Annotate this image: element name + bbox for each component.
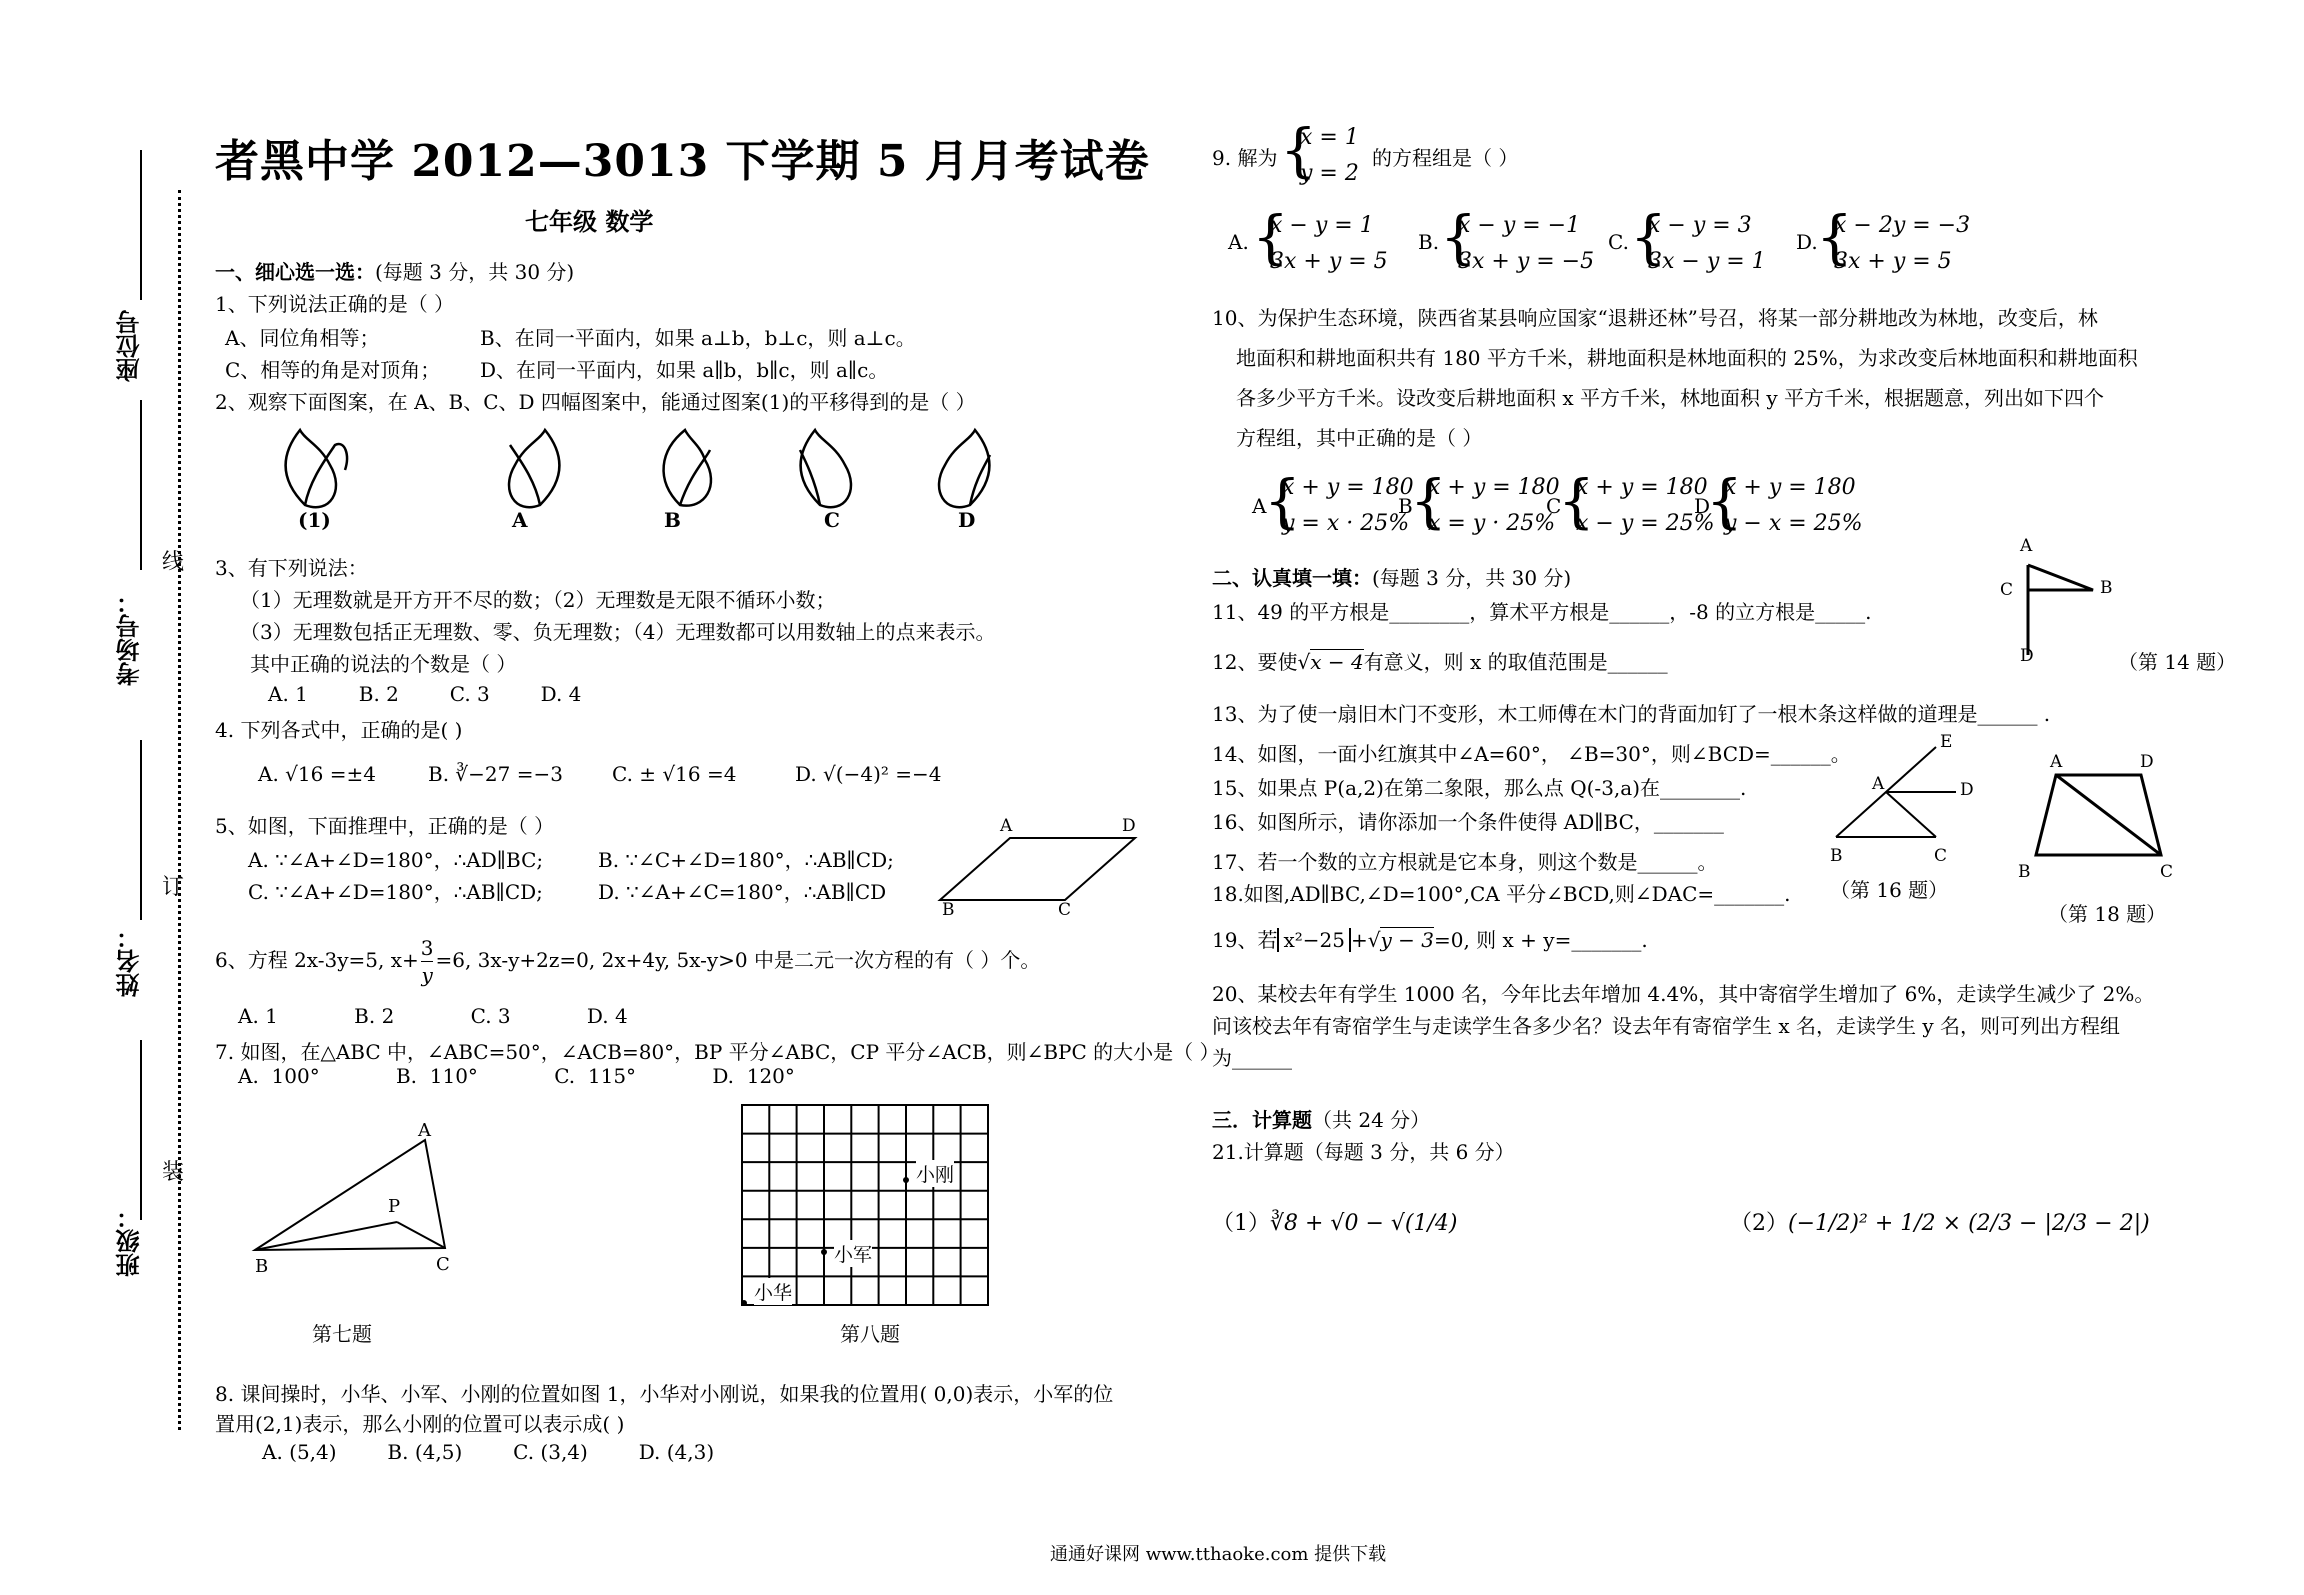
q15: 15、如果点 P(a,2)在第二象限，那么点 Q(-3,a)在________. bbox=[1212, 776, 1747, 800]
q10-b-brace: { bbox=[1410, 467, 1447, 535]
q5-option-c: C. ∵∠A+∠D=180°，∴AB∥CD; bbox=[248, 880, 543, 904]
q20-line3: 为______ bbox=[1212, 1046, 1292, 1070]
q1-stem: 1、下列说法正确的是（ ） bbox=[215, 292, 455, 316]
q9-option-b bbox=[1458, 208, 1594, 280]
q9-stem-b: 的方程组是（ ） bbox=[1372, 146, 1519, 170]
q10-option-d bbox=[1724, 470, 1863, 542]
q21-stem: 21.计算题（每题 3 分，共 6 分） bbox=[1212, 1140, 1515, 1164]
binding-char-line: 线 bbox=[162, 550, 185, 575]
q9-stem-a: 9. 解为 bbox=[1212, 146, 1278, 170]
q10-d-eq2: y − x = 25% bbox=[1724, 511, 1863, 536]
q9-solution-eq1: x = 1 bbox=[1300, 125, 1359, 150]
q10-c-eq1: x + y = 180 bbox=[1576, 475, 1708, 500]
q19-a: 19、若 bbox=[1212, 928, 1278, 952]
q2-stem: 2、观察下面图案，在 A、B、C、D 四幅图案中，能通过图案(1)的平移得到的是（ ） bbox=[215, 390, 976, 414]
q9-b-eq1: x − y = −1 bbox=[1458, 213, 1581, 238]
q5-stem: 5、如图，下面推理中，正确的是（ ） bbox=[215, 814, 555, 838]
binding-rule-3 bbox=[140, 740, 142, 920]
q4-stem: 4. 下列各式中，正确的是( ) bbox=[215, 718, 463, 742]
q9-option-d bbox=[1834, 208, 1970, 280]
q9-d-eq1: x − 2y = −3 bbox=[1834, 213, 1971, 238]
q9-option-d-label: D. bbox=[1796, 230, 1818, 254]
q10-option-d-label: D bbox=[1694, 494, 1711, 518]
q21-part2-label: （2） bbox=[1730, 1211, 1788, 1236]
q9-option-b-label: B. bbox=[1418, 230, 1440, 254]
q10-option-a-label: A bbox=[1252, 494, 1267, 518]
q9-solution-brace: { bbox=[1280, 116, 1317, 184]
q21-part2-expr: (−1/2)² + 1/2 × (2/3 − |2/3 − 2|) bbox=[1788, 1211, 2150, 1236]
q9-d-brace: { bbox=[1816, 203, 1853, 271]
q12-a: 12、要使 bbox=[1212, 650, 1298, 674]
q4-option-a: A. √16 =±4 bbox=[258, 762, 376, 786]
class-label: 班级： bbox=[115, 1205, 144, 1277]
q9-option-a-label: A. bbox=[1228, 230, 1249, 254]
q17: 17、若一个数的立方根就是它本身，则这个数是______。 bbox=[1212, 850, 1718, 874]
q2-label-c: C bbox=[824, 508, 840, 532]
q7-triangle bbox=[255, 1130, 465, 1270]
q6-stem bbox=[215, 935, 1040, 988]
q9-option-a bbox=[1270, 208, 1388, 280]
q1-option-d: D、在同一平面内，如果 a∥b，b∥c，则 a∥c。 bbox=[480, 358, 889, 382]
q5-option-a: A. ∵∠A+∠D=180°，∴AD∥BC; bbox=[248, 848, 544, 872]
q7-point-b: B bbox=[255, 1256, 269, 1277]
q9-c-eq1: x − y = 3 bbox=[1648, 213, 1752, 238]
q6-options: A. 1 B. 2 C. 3 D. 4 bbox=[238, 1004, 628, 1028]
q21-part1-label: （1） bbox=[1212, 1211, 1270, 1236]
section2-heading bbox=[1212, 562, 1571, 591]
binding-char-ding: 订 bbox=[162, 875, 185, 900]
q3-stem: 3、有下列说法： bbox=[215, 556, 368, 580]
fig16-point-c: C bbox=[1934, 846, 1948, 866]
fig14-point-d: D bbox=[2020, 646, 2034, 666]
q10-line4: 方程组，其中正确的是（ ） bbox=[1236, 426, 1483, 450]
q10-b-eq2: x = y · 25% bbox=[1428, 511, 1556, 536]
q12 bbox=[1212, 646, 1668, 675]
q1-option-a: A、同位角相等； bbox=[225, 326, 380, 350]
q9-a-eq1: x − y = 1 bbox=[1270, 213, 1374, 238]
section3-title: 三．计算题 bbox=[1212, 1108, 1312, 1132]
q2-label-d: D bbox=[958, 508, 976, 532]
q5-point-c: C bbox=[1058, 900, 1072, 920]
q8-line1: 8. 课间操时，小华、小军、小刚的位置如图 1，小华对小刚说，如果我的位置用( 0,0)表示，小军的位 bbox=[215, 1382, 1114, 1406]
q5-point-b: B bbox=[942, 900, 955, 920]
fig16-point-e: E bbox=[1940, 732, 1953, 752]
page-subtitle: 七年级 数学 bbox=[525, 207, 654, 236]
q19-plus: + bbox=[1350, 928, 1368, 952]
q3-line1: （1）无理数就是开方开不尽的数；（2）无理数是无限不循环小数； bbox=[240, 588, 836, 612]
q6-fraction-num: 3 bbox=[420, 936, 434, 960]
q6-fraction bbox=[421, 935, 434, 988]
fig16-point-a: A bbox=[1872, 774, 1885, 794]
q4-option-d: D. √(−4)² =−4 bbox=[795, 762, 942, 786]
q9-c-brace: { bbox=[1630, 203, 1667, 271]
q2-label-a: A bbox=[512, 508, 528, 532]
q2-label-b: B bbox=[664, 508, 681, 532]
page-footer: 通通好课网 www.tthaoke.com 提供下载 bbox=[1050, 1544, 1387, 1565]
q1-option-b: B、在同一平面内，如果 a⊥b，b⊥c，则 a⊥c。 bbox=[480, 326, 916, 350]
fig16-figure bbox=[1826, 742, 1976, 842]
fig14-caption: （第 14 题） bbox=[2118, 650, 2237, 674]
q10-a-brace: { bbox=[1264, 467, 1301, 535]
q8-caption: 第八题 bbox=[840, 1322, 900, 1346]
q5-parallelogram bbox=[940, 830, 1140, 910]
q21-part1-expr: ∛8 + √0 − √(1/4) bbox=[1270, 1211, 1458, 1236]
q21-part2 bbox=[1730, 1206, 2150, 1237]
q10-line2: 地面积和耕地面积共有 180 平方千米，耕地面积是林地面积的 25%，为求改变后林地面积和耕地面积 bbox=[1236, 346, 2138, 370]
q8-line2: 置用(2,1)表示，那么小刚的位置可以表示成( ) bbox=[215, 1412, 625, 1436]
q10-option-c-label: C bbox=[1546, 494, 1562, 518]
q6-stem-b: =6, 3x-y+2z=0, 2x+4y, 5x-y>0 中是二元一次方程的有（ ）个。 bbox=[435, 948, 1041, 972]
q9-d-eq2: 3x + y = 5 bbox=[1834, 249, 1952, 274]
q5-option-b: B. ∵∠C+∠D=180°，∴AB∥CD; bbox=[598, 848, 894, 872]
q13: 13、为了使一扇旧木门不变形，木工师傅在木门的背面加钉了一根木条这样做的道理是______ . bbox=[1212, 702, 2051, 726]
fig16-point-d: D bbox=[1960, 780, 1974, 800]
q7-stem: 7. 如图，在△ABC 中，∠ABC=50°，∠ACB=80°，BP 平分∠ABC，CP 平分∠ACB，则∠BPC 的大小是（ ） bbox=[215, 1040, 1220, 1064]
q2-label-1: (1) bbox=[298, 508, 331, 532]
fig18-point-c: C bbox=[2160, 862, 2174, 882]
q8-label-xiaogang: 小刚 bbox=[916, 1160, 954, 1187]
q10-c-eq2: x − y = 25% bbox=[1576, 511, 1715, 536]
binding-char-zhuang: 装 bbox=[162, 1160, 185, 1185]
q10-c-brace: { bbox=[1558, 467, 1595, 535]
q12-radicand: x − 4 bbox=[1310, 650, 1364, 674]
q10-d-brace: { bbox=[1706, 467, 1743, 535]
exam-room-label: 考场号： bbox=[115, 590, 144, 686]
q8-options: A. (5,4) B. (4,5) C. (3,4) D. (4,3) bbox=[262, 1440, 715, 1464]
q7-caption: 第七题 bbox=[312, 1322, 372, 1346]
binding-dotted-line bbox=[178, 190, 181, 1430]
q19 bbox=[1212, 924, 1648, 953]
q16: 16、如图所示，请你添加一个条件使得 AD∥BC，_______ bbox=[1212, 810, 1724, 834]
q7-point-p: P bbox=[388, 1196, 401, 1217]
q5-option-d: D. ∵∠A+∠C=180°，∴AB∥CD bbox=[598, 880, 887, 904]
q19-radicand: y − 3 bbox=[1380, 928, 1434, 952]
q6-stem-a: 6、方程 2x-3y=5, x+ bbox=[215, 948, 419, 972]
fig14-point-c: C bbox=[2000, 580, 2014, 600]
q9-a-eq2: 3x + y = 5 bbox=[1270, 249, 1388, 274]
q8-label-xiaojun: 小军 bbox=[834, 1240, 872, 1267]
q12-sqrt-sign: √ bbox=[1297, 650, 1311, 674]
binding-rule-1 bbox=[140, 150, 142, 300]
section3-note: （共 24 分） bbox=[1312, 1108, 1431, 1132]
fig16-point-b: B bbox=[1830, 846, 1843, 866]
section1-title: 一、细心选一选： bbox=[215, 260, 375, 284]
q14: 14、如图，一面小红旗其中∠A=60°， ∠B=30°，则∠BCD=______。 bbox=[1212, 742, 1851, 766]
binding-rule-4 bbox=[140, 1040, 142, 1220]
q9-option-c bbox=[1648, 208, 1766, 280]
q5-point-d: D bbox=[1122, 816, 1136, 836]
q10-option-a bbox=[1282, 470, 1414, 542]
q7-options: A. 100° B. 110° C. 115° D. 120° bbox=[238, 1064, 795, 1088]
q2-leaf-figures bbox=[260, 420, 1020, 540]
section1-heading bbox=[215, 256, 574, 285]
fig18-point-d: D bbox=[2140, 752, 2154, 772]
fig14-point-b: B bbox=[2100, 578, 2113, 598]
q12-b: 有意义，则 x 的取值范围是______ bbox=[1363, 650, 1668, 674]
q9-solution-eq2: y = 2 bbox=[1300, 161, 1359, 186]
q9-c-eq2: 3x − y = 1 bbox=[1648, 249, 1766, 274]
q10-b-eq1: x + y = 180 bbox=[1428, 475, 1560, 500]
fig14-point-a: A bbox=[2020, 536, 2033, 556]
seat-label: 座位号 bbox=[115, 310, 144, 382]
q3-line2: （3）无理数包括正无理数、零、负无理数；（4）无理数都可以用数轴上的点来表示。 bbox=[240, 620, 996, 644]
q19-sqrt-sign: √ bbox=[1367, 928, 1381, 952]
binding-rule-2 bbox=[140, 400, 142, 570]
q9-a-brace: { bbox=[1252, 203, 1289, 271]
q9-option-c-label: C. bbox=[1608, 230, 1629, 254]
q9-b-eq2: 3x + y = −5 bbox=[1458, 249, 1595, 274]
q21-part1 bbox=[1212, 1206, 1457, 1237]
q19-abs-expr: x²−25 bbox=[1283, 928, 1345, 952]
q7-point-c: C bbox=[436, 1254, 450, 1275]
q3-line3: 其中正确的说法的个数是（ ） bbox=[250, 652, 517, 676]
fig16-caption: （第 16 题） bbox=[1830, 878, 1949, 902]
q10-line3: 各多少平方千米。设改变后耕地面积 x 平方千米，林地面积 y 平方千米，根据题意，列出如下四个 bbox=[1236, 386, 2105, 410]
q6-fraction-den: y bbox=[421, 963, 433, 987]
q5-point-a: A bbox=[1000, 816, 1013, 836]
fig18-point-b: B bbox=[2018, 862, 2031, 882]
q18: 18.如图,AD∥BC,∠D=100°,CA 平分∠BCD,则∠DAC=_______. bbox=[1212, 882, 1791, 906]
fig18-point-a: A bbox=[2050, 752, 2063, 772]
q4-option-b: B. ∛−27 =−3 bbox=[428, 762, 563, 786]
section2-title: 二、认真填一填： bbox=[1212, 566, 1372, 590]
section1-note: (每题 3 分，共 30 分) bbox=[375, 260, 575, 284]
q10-a-eq2: y = x · 25% bbox=[1282, 511, 1410, 536]
fig14-flag bbox=[2018, 560, 2118, 660]
q10-a-eq1: x + y = 180 bbox=[1282, 475, 1414, 500]
q20-line2: 问该校去年有寄宿学生与走读学生各多少名？设去年有寄宿学生 x 名，走读学生 y 名，则可列出方程组 bbox=[1212, 1014, 2121, 1038]
fig18-trapezoid bbox=[2036, 770, 2166, 860]
q10-option-b bbox=[1428, 470, 1560, 542]
fig18-caption: （第 18 题） bbox=[2048, 902, 2167, 926]
page-title: 者黑中学 2012—3013 下学期 5 月月考试卷 bbox=[215, 136, 1150, 187]
q19-abs bbox=[1277, 928, 1351, 952]
q10-line1: 10、为保护生态环境，陕西省某县响应国家“退耕还林”号召，将某一部分耕地改为林地，改变后，林 bbox=[1212, 306, 2098, 330]
q9-solution bbox=[1300, 120, 1359, 192]
q3-options: A. 1 B. 2 C. 3 D. 4 bbox=[268, 682, 582, 706]
q4-option-c: C. ± √16 =4 bbox=[612, 762, 737, 786]
q8-label-xiaohua: 小华 bbox=[754, 1278, 792, 1305]
q9-b-brace: { bbox=[1440, 203, 1477, 271]
q10-d-eq1: x + y = 180 bbox=[1724, 475, 1856, 500]
name-label: 姓名： bbox=[115, 925, 144, 997]
section2-note: (每题 3 分，共 30 分) bbox=[1372, 566, 1572, 590]
q10-option-b-label: B bbox=[1398, 494, 1413, 518]
q20-line1: 20、某校去年有学生 1000 名，今年比去年增加 4.4%，其中寄宿学生增加了 6%，走读学生减少了 2%。 bbox=[1212, 982, 2155, 1006]
section3-heading bbox=[1212, 1104, 1430, 1133]
q11: 11、49 的平方根是________，算术平方根是______，-8 的立方根是_____. bbox=[1212, 600, 1872, 624]
q7-point-a: A bbox=[418, 1120, 431, 1141]
q1-option-c: C、相等的角是对顶角； bbox=[225, 358, 441, 382]
q19-b: =0, 则 x + y=_______. bbox=[1433, 928, 1648, 952]
